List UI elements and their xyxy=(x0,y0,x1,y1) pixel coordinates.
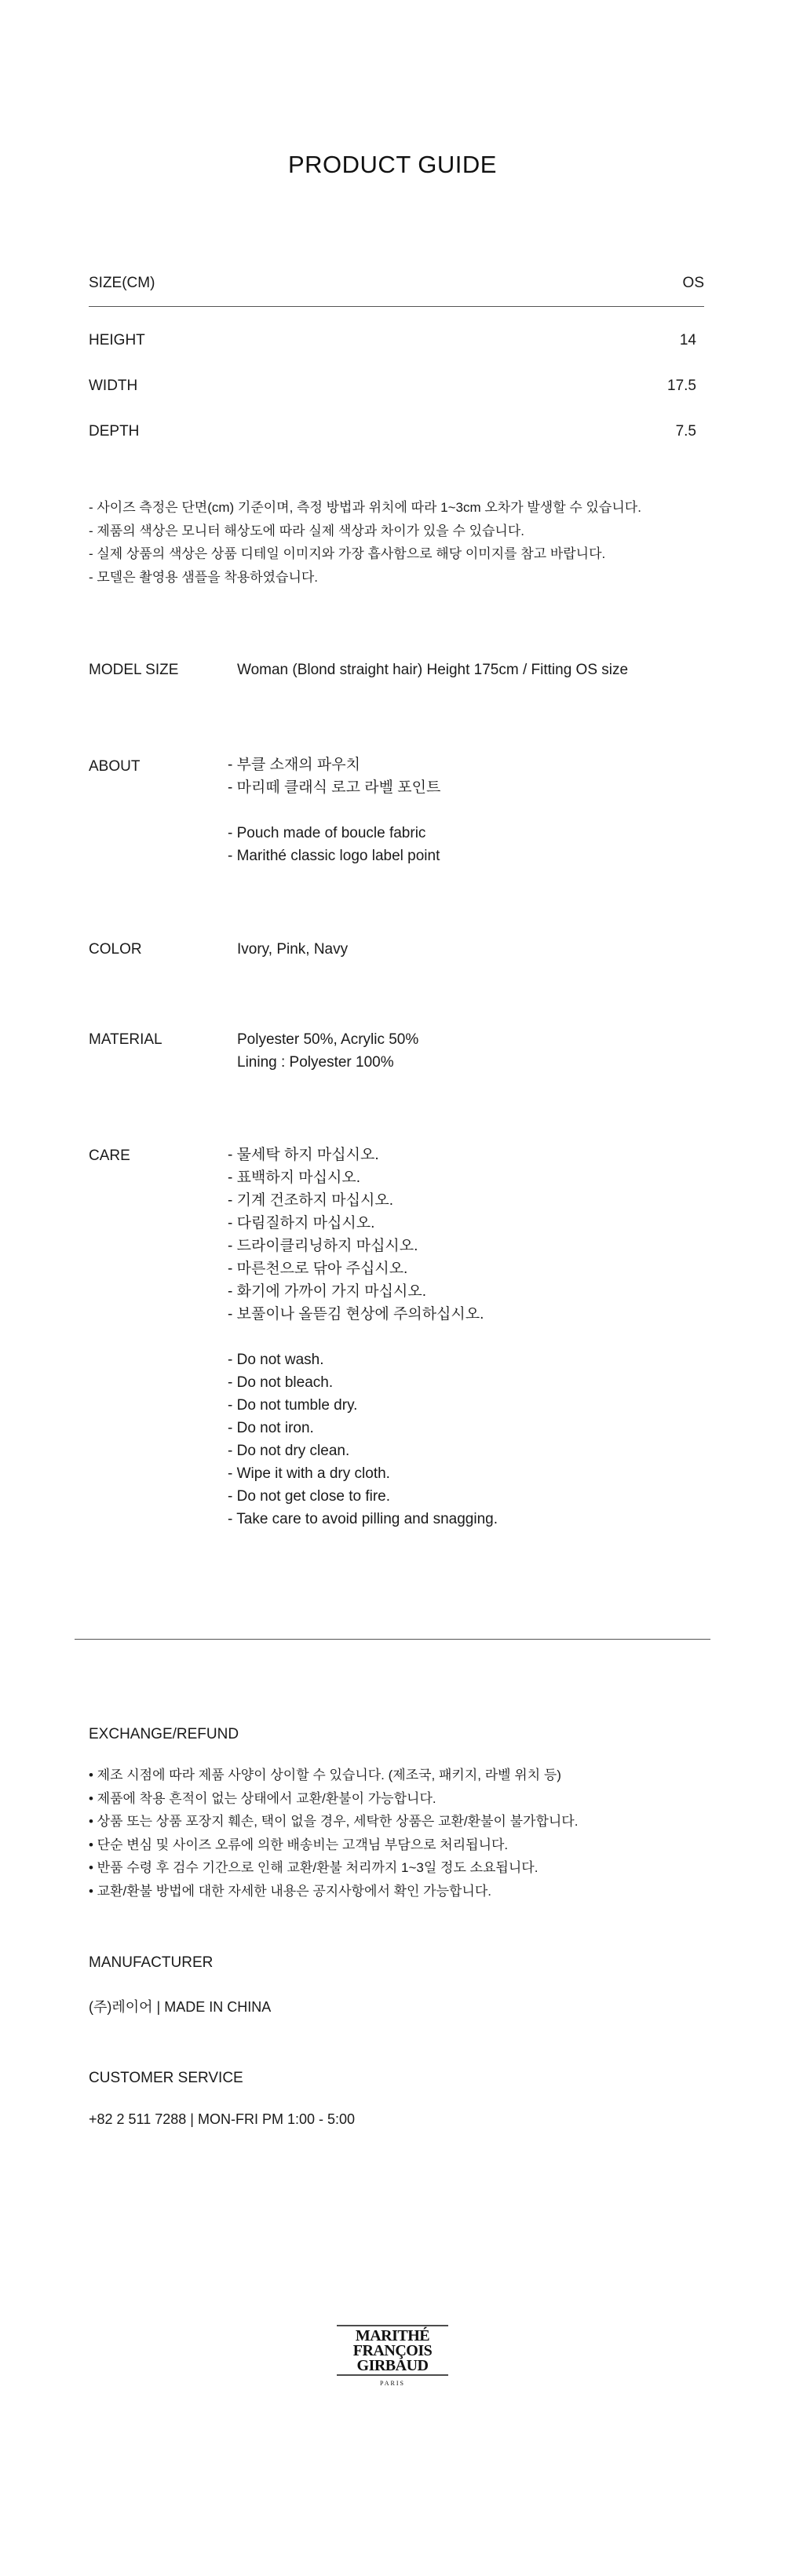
manufacturer-title: MANUFACTURER xyxy=(89,1954,214,1971)
care-line: - Do not tumble dry. xyxy=(228,1397,358,1414)
material-line: Lining : Polyester 100% xyxy=(237,1054,394,1071)
page-title: PRODUCT GUIDE xyxy=(287,151,497,178)
note-line: - 모델은 촬영용 샘플을 착용하였습니다. xyxy=(89,569,319,585)
size-row-value: 17.5 xyxy=(667,378,696,394)
logo-line-1: MARITHÉ xyxy=(355,2327,430,2344)
material-text xyxy=(237,1028,418,1074)
exchange-list xyxy=(89,1764,578,1903)
care-line: - 보풀이나 올뜯김 현상에 주의하십시오. xyxy=(228,1306,484,1323)
about-label: ABOUT xyxy=(89,758,141,775)
size-row-height xyxy=(89,332,696,349)
care-line: - Do not dry clean. xyxy=(228,1443,350,1459)
size-header-value: OS xyxy=(682,275,704,291)
size-row-label: WIDTH xyxy=(89,378,138,394)
care-line: - 다림질하지 마십시오. xyxy=(228,1215,375,1231)
care-line: - 화기에 가까이 가지 마십시오. xyxy=(228,1283,426,1300)
care-line: - Do not bleach. xyxy=(228,1374,334,1391)
exchange-item: • 제품에 착용 흔적이 없는 상태에서 교환/환불이 가능합니다. xyxy=(89,1790,436,1806)
material-label: MATERIAL xyxy=(89,1031,162,1048)
exchange-item: • 교환/환불 방법에 대한 자세한 내용은 공지사항에서 확인 가능합니다. xyxy=(89,1883,491,1899)
size-row-depth xyxy=(89,423,696,440)
about-line: - 부클 소재의 파우치 xyxy=(228,757,360,773)
size-header-label: SIZE(CM) xyxy=(89,275,155,291)
manufacturer-value: (주)레이어 | MADE IN CHINA xyxy=(89,1999,272,2015)
logo-sub: PARIS xyxy=(380,2380,405,2387)
size-row-width xyxy=(89,378,696,395)
size-table-header xyxy=(89,275,704,292)
care-line: - Do not iron. xyxy=(228,1420,314,1436)
exchange-item: • 반품 수령 후 검수 기간으로 인해 교환/환불 처리까지 1~3일 정도 소요됩니다. xyxy=(89,1860,539,1875)
material-line: Polyester 50%, Acrylic 50% xyxy=(237,1031,419,1048)
care-line: - Take care to avoid pilling and snagging. xyxy=(228,1511,498,1527)
size-row-label: HEIGHT xyxy=(89,332,145,348)
about-line: - Pouch made of boucle fabric xyxy=(228,825,426,841)
size-table-rule xyxy=(89,306,704,307)
about-line: - 마리떼 클래식 로고 라벨 포인트 xyxy=(228,779,441,796)
care-line: - 물세탁 하지 마십시오. xyxy=(228,1147,379,1163)
about-line xyxy=(228,799,440,822)
about-text xyxy=(228,753,440,867)
care-line: - Wipe it with a dry cloth. xyxy=(228,1465,390,1482)
care-text xyxy=(228,1144,498,1531)
model-size-value: Woman (Blond straight hair) Height 175cm / Fitting OS size xyxy=(237,662,629,678)
exchange-item: • 상품 또는 상품 포장지 훼손, 택이 없을 경우, 세탁한 상품은 교환/환불이 불가합니다. xyxy=(89,1814,579,1829)
exchange-item: • 제조 시점에 따라 제품 사양이 상이할 수 있습니다. (제조국, 패키지, 라벨 위치 등) xyxy=(89,1768,561,1782)
care-line: - 드라이클리닝하지 마십시오. xyxy=(228,1238,418,1254)
brand-logo xyxy=(334,2323,451,2394)
model-size-label: MODEL SIZE xyxy=(89,662,179,678)
color-label: COLOR xyxy=(89,941,142,958)
customer-service-value: +82 2 511 7288 | MON-FRI PM 1:00 - 5:00 xyxy=(89,2111,356,2127)
size-notes xyxy=(89,496,641,589)
logo-line-3: GIRBAUD xyxy=(356,2357,429,2374)
size-row-label: DEPTH xyxy=(89,423,140,440)
note-line: - 제품의 색상은 모니터 해상도에 따라 실제 색상과 차이가 있을 수 있습니다. xyxy=(89,523,524,538)
color-value: Ivory, Pink, Navy xyxy=(237,941,349,958)
size-row-value: 14 xyxy=(679,332,696,348)
care-line: - Do not get close to fire. xyxy=(228,1488,390,1505)
exchange-title: EXCHANGE/REFUND xyxy=(89,1726,239,1742)
section-divider xyxy=(75,1639,710,1640)
logo-line-2: FRANÇOIS xyxy=(352,2342,433,2359)
care-line: - 표백하지 마십시오. xyxy=(228,1169,360,1186)
care-line: - Do not wash. xyxy=(228,1352,324,1368)
exchange-item: • 단순 변심 및 사이즈 오류에 의한 배송비는 고객님 부담으로 처리됩니다. xyxy=(89,1837,509,1852)
note-line: - 실제 상품의 색상은 상품 디테일 이미지와 가장 흡사함으로 해당 이미지를 참고 바랍니다. xyxy=(89,546,606,561)
care-line: - 기계 건조하지 마십시오. xyxy=(228,1192,393,1209)
size-row-value: 7.5 xyxy=(675,423,696,440)
care-line xyxy=(228,1326,498,1348)
about-line: - Marithé classic logo label point xyxy=(228,848,440,864)
care-label: CARE xyxy=(89,1148,130,1164)
note-line: - 사이즈 측정은 단면(cm) 기준이며, 측정 방법과 위치에 따라 1~3cm 오차가 발생할 수 있습니다. xyxy=(89,500,641,515)
customer-service-title: CUSTOMER SERVICE xyxy=(89,2070,243,2086)
brand-logo-mark xyxy=(334,2323,451,2394)
care-line: - 마른천으로 닦아 주십시오. xyxy=(228,1261,408,1277)
